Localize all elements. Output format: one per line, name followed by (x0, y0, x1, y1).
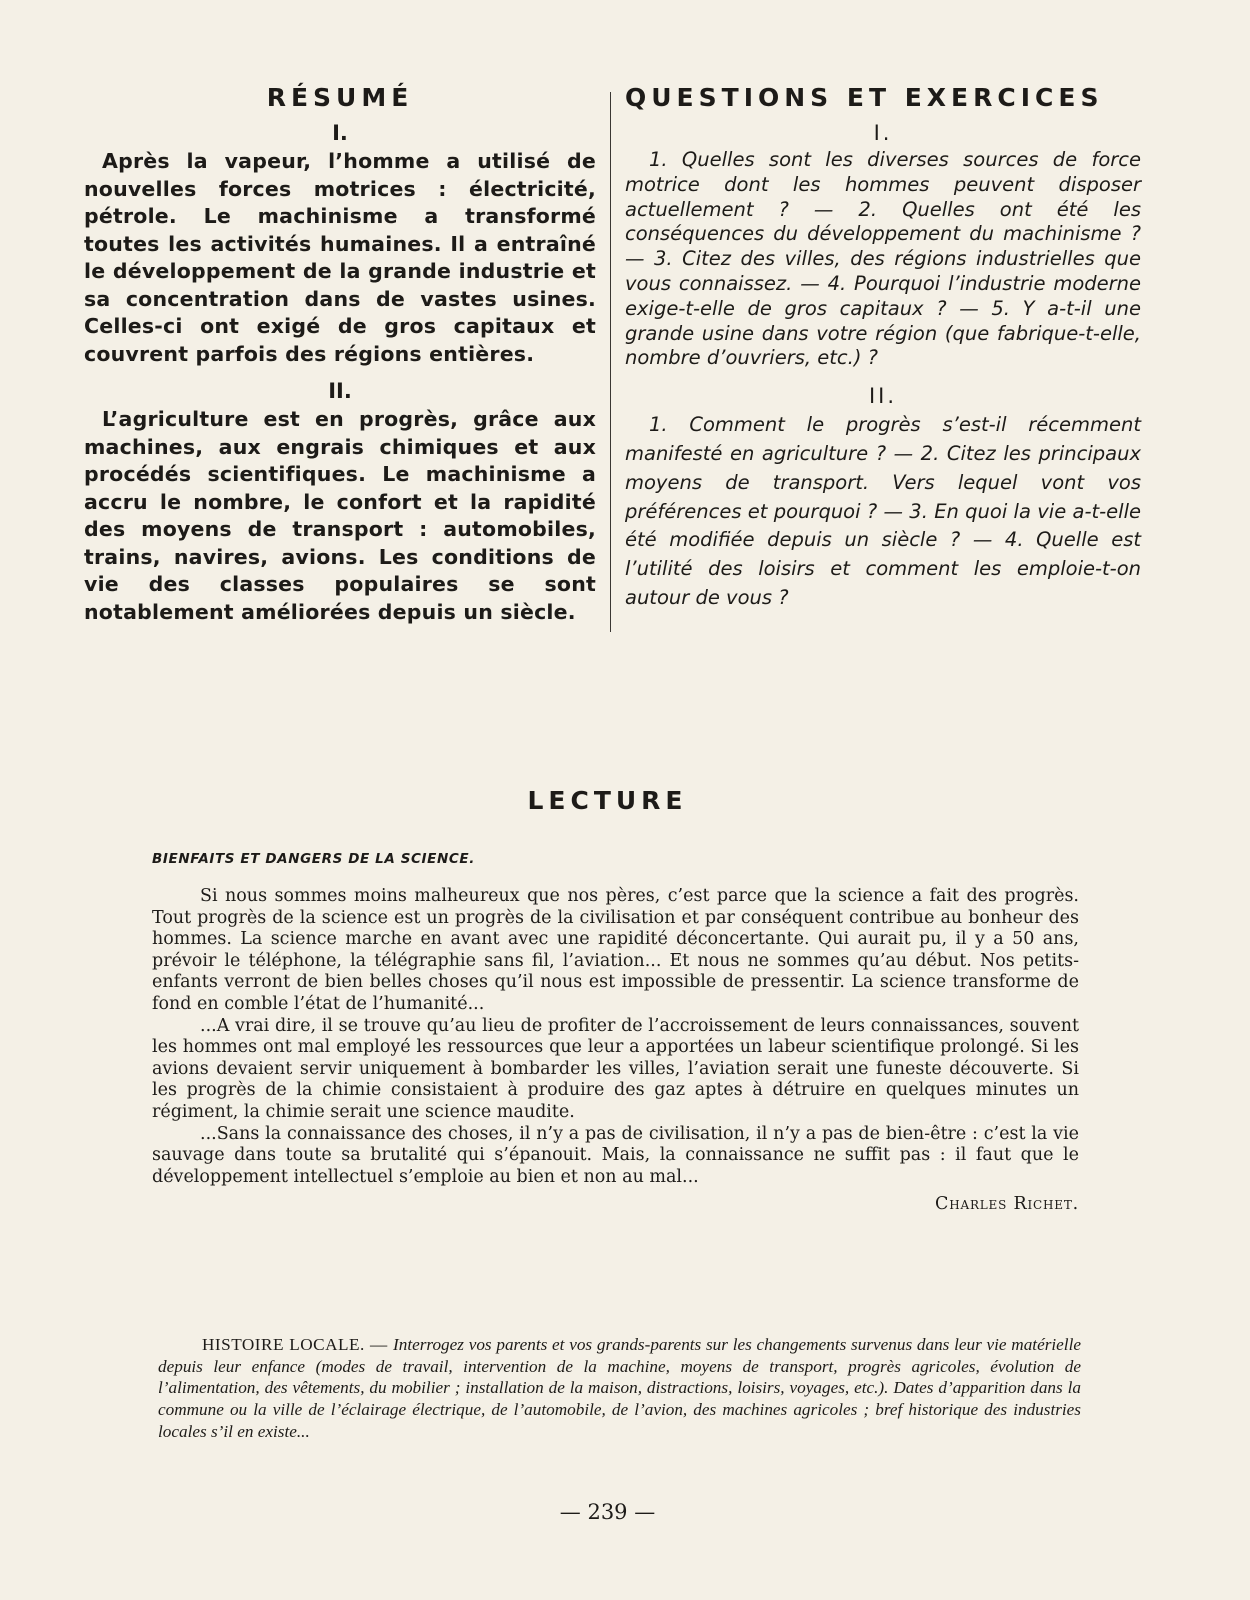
lecture-paragraph-2: ...A vrai dire, il se trouve qu’au lieu de profiter de l’accroissement de leurs connaissances, souvent les hommes ont mal employé les ressources que leur a apportées un labeur scientifique prolongé. Si les avions devaient servir uniquement à bombarder les villes, l’aviation serait une funeste découverte. Si les progrès de la chimie consistaient à produire des gaz aptes à détruire en quelques minutes un régiment, la chimie serait une science maudite. (152, 1015, 1079, 1122)
resume-column (84, 78, 596, 634)
lecture-body (152, 886, 1079, 1216)
histoire-text: Interrogez vos parents et vos grands-parents sur les changements survenus dans leur vie matérielle depuis leur enfance (modes de travail, intervention de la machine, moyens de transport, progrès agricoles, évolution de l’alimentation, des vêtements, du mobilier ; installation de la maison, distractions, loisirs, voyages, etc.). Dates d’apparition dans la commune ou la ville de l’éclairage électrique, de l’automobile, de l’avion, des machines agricoles ; bref historique des industries locales s’il en existe... (158, 1335, 1081, 1441)
lecture-author: Charles Richet. (935, 1194, 1079, 1215)
questions-column (625, 78, 1141, 621)
histoire-locale (158, 1334, 1081, 1443)
lecture-subtitle: BIENFAITS ET DANGERS DE LA SCIENCE. (152, 851, 475, 867)
resume-part1-label: I. (332, 121, 348, 145)
lecture-paragraph-3: ...Sans la connaissance des choses, il n’y a pas de civilisation, il n’y a pas de bien-être : c’est la vie sauvage dans toute sa brutalité qui s’épanouit. Mais, la connaissance ne suffit pas : il faut que le développement intellectuel s’emploie au bien et non au mal... (152, 1123, 1079, 1187)
resume-part2-text: L’agriculture est en progrès, grâce aux machines, aux engrais chimiques et aux procédés scientifiques. Le machinisme a accru le nombre, le confort et la rapidité des moyens de transport : automobiles, trains, navires, avions. Les conditions de vie des classes populaires se sont notablement améliorées depuis un siècle. (84, 407, 596, 624)
resume-part1-text: Après la vapeur, l’homme a utilisé de nouvelles forces motrices : électricité, pétrole. Le machinisme a transformé toutes les activités humaines. Il a entraîné le développement de la grande industrie et sa concentration dans de vastes usines. Celles-ci ont exigé de gros capitaux et couvrent parfois des régions entières. (84, 149, 596, 366)
lecture-paragraph-1: Si nous sommes moins malheureux que nos pères, c’est parce que la science a fait des progrès. Tout progrès de la science est un progrès de la civilisation et par conséquent contribue au bonheur des hommes. La science marche en avant avec une rapidité déconcertante. Qui aurait pu, il y a 50 ans, prévoir le téléphone, la télégraphie sans fil, l’aviation... Et nous ne sommes qu’au début. Nos petits-enfants verront de bien belles choses qu’il nous est impossible de pressentir. La science transforme de fond en comble l’état de l’humanité... (152, 886, 1079, 1014)
histoire-label: HISTOIRE LOCALE. — (202, 1335, 393, 1354)
questions-title: QUESTIONS ET EXERCICES (625, 83, 1104, 112)
questions-part1-text: 1. Quelles sont les diverses sources de force motrice dont les hommes peuvent disposer actuellement ? — 2. Quelles ont été les conséquences du développement du machinisme ? — 3. Citez des villes, des régions industrielles que vous connaissez. — 4. Pourquoi l’industrie moderne exige-t-elle de gros capitaux ? — 5. Y a-t-il une grande usine dans votre région (que fabrique-t-elle, nombre d’ouvriers, etc.) ? (625, 148, 1141, 370)
lecture-title: LECTURE (527, 786, 688, 815)
questions-part1-label: I. (873, 121, 893, 145)
resume-part2-label: II. (328, 379, 352, 403)
questions-part2-label: II. (868, 384, 898, 409)
page-number: — 239 — (559, 1500, 656, 1524)
resume-title: RÉSUMÉ (266, 83, 414, 112)
questions-part2-text: 1. Comment le progrès s’est-il récemment manifesté en agriculture ? — 2. Citez les principaux moyens de transport. Vers lequel vont vos préférences et pourquoi ? — 3. En quoi la vie a-t-elle été modifiée depuis un siècle ? — 4. Quelle est l’utilité des loisirs et comment les emploie-t-on autour de vous ? (625, 413, 1141, 609)
column-divider (610, 92, 611, 632)
